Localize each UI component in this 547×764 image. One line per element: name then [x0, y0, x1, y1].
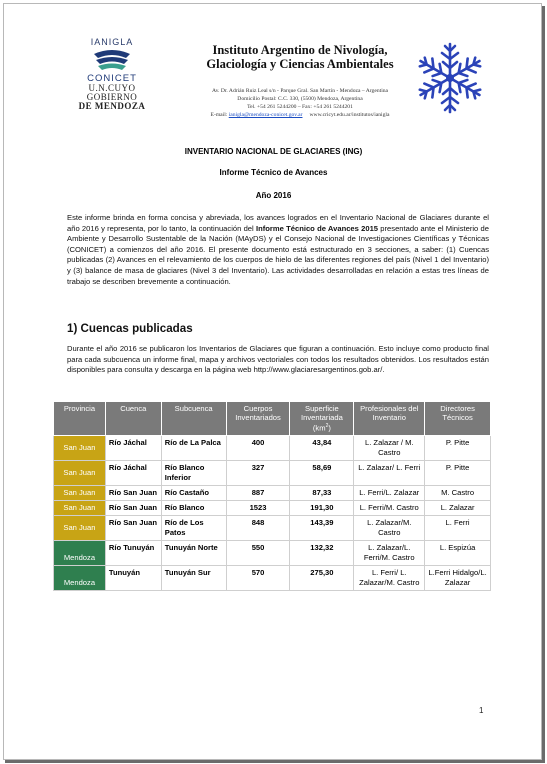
cell-superficie: 275,30 — [290, 565, 354, 590]
table-row — [54, 460, 491, 485]
cell-superficie: 132,32 — [290, 540, 354, 565]
institute-title — [160, 43, 440, 71]
intro-paragraph — [67, 213, 489, 287]
intro-text-b: presentado ante el Ministerio de Ambiente y Desarrollo Sustentable de la Nación (MAyDS) y el Consejo Nacional de Investigaciones Científicas y Técnicas (CONICET) a comienzos del año 2016. El presente documento está estructurado en 3 secciones, a saber: (1) Cuencas publicadas (2) Avances en el relevamiento de los cuerpos de hielo de las diferentes regiones del país (Nivel 1 del Inventario) y (3) balance de masa de glaciares (Nivel 3 del Inventario). Las actividades desarrolladas en relación a estas tres líneas de trabajo se describen brevemente a continuación. — [67, 223, 489, 286]
cell-profesionales: L. Ferri/M. Castro — [354, 500, 425, 515]
table-row — [54, 500, 491, 515]
logo-mendoza-text: DE MENDOZA — [78, 101, 146, 111]
institute-address — [160, 87, 440, 119]
published-basins-table — [53, 401, 491, 591]
cell-cuerpos: 570 — [226, 565, 290, 590]
header-superficie-l2: Inventariada — [301, 413, 343, 422]
cell-directores: L. Zalazar — [425, 500, 491, 515]
email-link[interactable]: ianigla@mendoza-conicet.gov.ar — [228, 112, 303, 118]
document-title: INVENTARIO NACIONAL DE GLACIARES (ING) — [184, 147, 363, 156]
intro-text-a: Este informe brinda en forma concisa y abreviada, los avances logrados en el Inventario Nacional de Glaciares durante el año 2016 y representa, por lo tanto, la continuación del — [67, 213, 489, 233]
email-label: E-mail: — [210, 112, 228, 118]
header-subcuenca: Subcuenca — [161, 402, 226, 436]
cell-subcuenca: Río Blanco Inferior — [161, 460, 226, 485]
cell-cuerpos: 1523 — [226, 500, 290, 515]
cell-cuenca: Río Jáchal — [105, 435, 161, 460]
cell-cuerpos: 327 — [226, 460, 290, 485]
cell-provincia: San Juan — [54, 485, 106, 500]
cell-subcuenca: Tunuyán Norte — [161, 540, 226, 565]
header-superficie-end: ) — [328, 423, 331, 433]
cell-subcuenca: Río de Los Patos — [161, 515, 226, 540]
section-1-heading: 1) Cuencas publicadas — [67, 322, 193, 335]
cell-provincia: San Juan — [54, 500, 106, 515]
intro-text-bold: Informe Técnico de Avances 2015 — [256, 223, 379, 233]
header-cuerpos: Cuerpos Inventariados — [226, 402, 290, 436]
cell-superficie: 58,69 — [290, 460, 354, 485]
table-row — [54, 540, 491, 565]
header-cuenca: Cuenca — [105, 402, 161, 436]
cell-profesionales: L. Zalazar/M. Castro — [354, 515, 425, 540]
header-superficie-l1: Superficie — [305, 404, 339, 413]
cell-cuenca: Río Tunuyán — [105, 540, 161, 565]
header-superficie-sup: 2 — [325, 423, 329, 429]
cell-directores: P. Pitte — [425, 435, 491, 460]
document-subtitle: Informe Técnico de Avances — [219, 168, 328, 177]
logo-ianigla-text: IANIGLA — [90, 37, 134, 47]
cell-directores: L. Espizúa — [425, 540, 491, 565]
logo-conicet-text: CONICET — [87, 73, 137, 84]
cell-cuerpos: 887 — [226, 485, 290, 500]
cell-superficie: 43,84 — [290, 435, 354, 460]
cell-subcuenca: Río Blanco — [161, 500, 226, 515]
cell-provincia: San Juan — [54, 515, 106, 540]
table-row — [54, 515, 491, 540]
ianigla-mark-icon — [90, 48, 134, 74]
cell-superficie: 191,30 — [290, 500, 354, 515]
address-line1: Av. Dr. Adrián Ruiz Leal s/n - Parque Gral. San Martín - Mendoza – Argentina — [211, 88, 389, 94]
cell-profesionales: L. Ferri/L. Zalazar — [354, 485, 425, 500]
cell-profesionales: L. Zalazar/ L. Ferri — [354, 460, 425, 485]
cell-superficie: 87,33 — [290, 485, 354, 500]
logo-gobierno-text: GOBIERNO — [86, 92, 138, 102]
cell-profesionales: L. Zalazar/L. Ferri/M. Castro — [354, 540, 425, 565]
cell-cuenca: Río San Juan — [105, 500, 161, 515]
institution-logo — [78, 37, 146, 111]
table-row — [54, 565, 491, 590]
institute-title-line2: Glaciología y Ciencias Ambientales — [206, 57, 394, 71]
address-line3: Tel. +54 261 5244200 – Fax: +54 261 5244201 — [247, 104, 353, 110]
cell-profesionales: L. Ferri/ L. Zalazar/M. Castro — [354, 565, 425, 590]
institute-title-line1: Instituto Argentino de Nivología, — [212, 43, 388, 57]
page-shadow — [5, 760, 543, 763]
cell-profesionales: L. Zalazar / M. Castro — [354, 435, 425, 460]
cell-directores: L.Ferri Hidalgo/L. Zalazar — [425, 565, 491, 590]
table-row — [54, 435, 491, 460]
cell-provincia: San Juan — [54, 460, 106, 485]
page-number: 1 — [479, 706, 484, 715]
table-row — [54, 485, 491, 500]
snowflake-icon — [412, 40, 488, 116]
document-year: Año 2016 — [255, 191, 292, 200]
section-1-paragraph: Durante el año 2016 se publicaron los Inventarios de Glaciares que figuran a continuación. Esto incluye como producto final para cada subcuenca un informe final, mapa y archivos vectoriales con todos los resultados obtenidos. Los resultados están disponibles para consulta y descarga en la página web http://www.glaciaresargentinos.gob.ar/. — [67, 344, 489, 375]
table-header-row — [54, 402, 491, 436]
cell-cuerpos: 848 — [226, 515, 290, 540]
cell-cuenca: Río San Juan — [105, 485, 161, 500]
header-superficie-l3: (km — [312, 423, 326, 433]
cell-cuerpos: 550 — [226, 540, 290, 565]
cell-subcuenca: Tunuyán Sur — [161, 565, 226, 590]
cell-subcuenca: Río de La Palca — [161, 435, 226, 460]
cell-directores: P. Pitte — [425, 460, 491, 485]
cell-cuenca: Río Jáchal — [105, 460, 161, 485]
cell-directores: M. Castro — [425, 485, 491, 500]
cell-cuerpos: 400 — [226, 435, 290, 460]
cell-provincia: San Juan — [54, 435, 106, 460]
cell-cuenca: Río San Juan — [105, 515, 161, 540]
address-line2: Domicilio Postal: C.C. 330, (5500) Mendoza, Argentina — [237, 96, 363, 102]
header-directores: Directores Técnicos — [425, 402, 491, 436]
header-provincia: Provincia — [54, 402, 106, 436]
header-superficie — [290, 402, 354, 436]
cell-directores: L. Ferri — [425, 515, 491, 540]
cell-subcuenca: Río Castaño — [161, 485, 226, 500]
contact-line — [160, 111, 440, 119]
page-shadow-right — [542, 6, 545, 763]
cell-provincia: Mendoza — [54, 540, 106, 565]
cell-superficie: 143,39 — [290, 515, 354, 540]
logo-uncuyo-text: U.N.CUYO — [88, 83, 136, 93]
cell-cuenca: Tunuyán — [105, 565, 161, 590]
cell-provincia: Mendoza — [54, 565, 106, 590]
header-profesionales: Profesionales del Inventario — [354, 402, 425, 436]
website-link[interactable]: www.cricyt.edu.ar/institutos/ianigla — [309, 112, 390, 118]
